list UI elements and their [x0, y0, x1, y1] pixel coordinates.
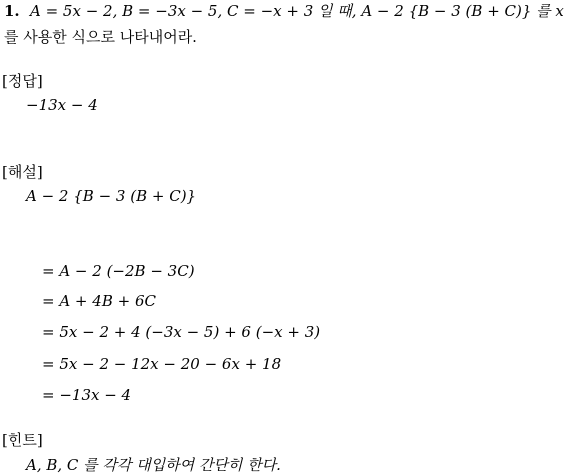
- solution-step: = A − 2 (−2B − 3C): [42, 262, 195, 280]
- solution-step: = 5x − 2 + 4 (−3x − 5) + 6 (−x + 3): [42, 323, 321, 341]
- answer-value: −13x − 4: [26, 96, 98, 114]
- hint-text: A, B, C 를 각각 대입하여 간단히 한다.: [26, 456, 281, 474]
- solution-step: = A + 4B + 6C: [42, 292, 156, 310]
- solution-step: = −13x − 4: [42, 386, 132, 404]
- solution-heading: [해설]: [2, 163, 43, 181]
- problem-line-2: 를 사용한 식으로 나타내어라.: [4, 28, 197, 46]
- hint-heading: [힌트]: [2, 431, 43, 449]
- problem-number: 1.: [4, 2, 20, 20]
- solution-step: = 5x − 2 − 12x − 20 − 6x + 18: [42, 355, 282, 373]
- solution-expression: A − 2 {B − 3 (B + C)}: [26, 187, 197, 205]
- answer-heading: [정답]: [2, 72, 43, 90]
- problem-line-1: A = 5x − 2, B = −3x − 5, C = −x + 3 일 때, A − 2 {B − 3 (B + C)} 를 x: [30, 2, 564, 20]
